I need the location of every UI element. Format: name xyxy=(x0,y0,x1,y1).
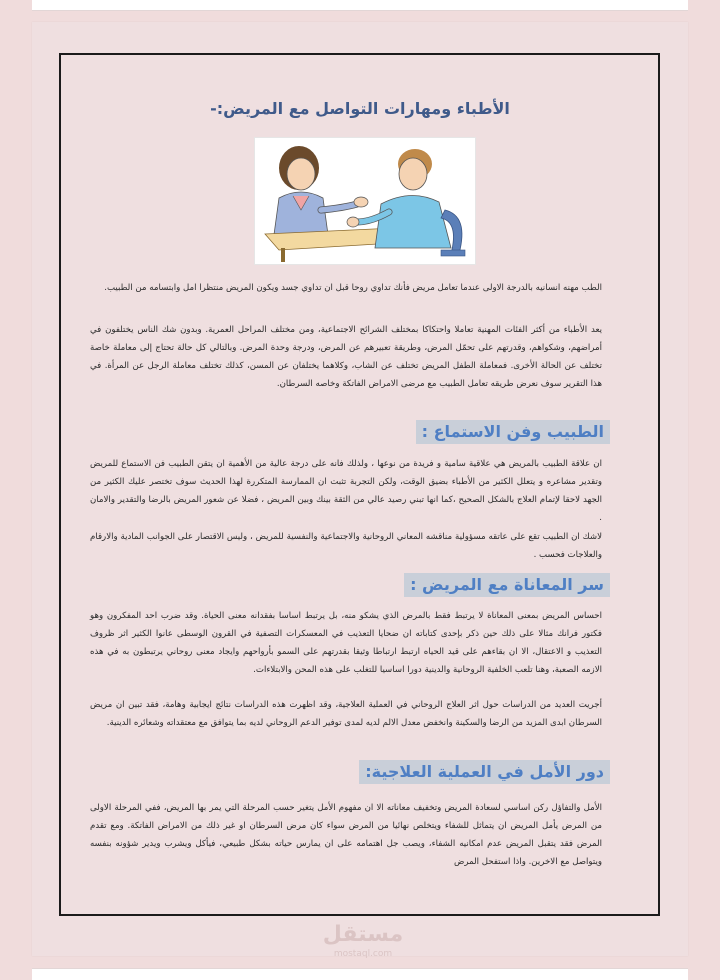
previous-page-edge xyxy=(32,0,688,11)
section-heading-hope: دور الأمل في العملية العلاجية: xyxy=(359,760,610,784)
document-title: الأطباء ومهارات التواصل مع المريض:- xyxy=(210,99,510,118)
doctor-patient-illustration xyxy=(254,137,476,265)
document-page xyxy=(32,22,688,959)
watermark-text: مستقل xyxy=(322,922,404,947)
body-paragraph: يعد الأطباء من أكثر الفئات المهنية تعاملا واحتكاكا بمختلف الشرائح الاجتماعية، ومن مختلف المراحل العمرية. وبدون شك الناس يختلفون في أمراضهم، وشكواهم، وقدرتهم على تحمّل المرض، وطريقة تعبيرهم عن المرض، ودرجة وحدة المرض. وبالتالي كل حالة تحتاج إلى معاملة خاصة تختلف عن الحالة الأخرى. فمعاملة الطفل المريض تختلف عن الشاب، وكلاهما يختلفان عن المسن، كذلك تختلف معاملة الرجل عن المرأة. في هذا التقرير سوف نعرض طريقه تعامل الطبيب مع مرضى الامراض الفاتكة وخاصه السرطان. xyxy=(90,325,602,389)
watermark-url: mostaql.com xyxy=(333,949,393,959)
body-paragraph: احساس المريض بمعنى المعاناة لا يرتبط فقط بالمرض الذي يشكو منه، بل يرتبط اساسا بفقدانه معنى الحياة. وقد ضرب احد المفكرون وهو فكتور فرانك مثالا على ذلك حين ذكر بإحدى كتاباته ان ضحايا التعذيب في المعسكرات التصفية في القرون الوسطى عانوا الكثير اثر ظروف التعذيب و الاعتقال، الا ان بقاءهم على قيد الحياه ارتبط ارتباطا وثيقا بقدرتهم على السمو بأرواحهم وايجاد معنى روحاني يرتبطون به في هذه الازمه الصعبة، وهنا تلعب الخلفية الروحانية والدينية دورا اساسيا للتغلب على هذه المحن والابتلاءات. xyxy=(90,611,602,675)
body-paragraph: ان علاقة الطبيب بالمريض هي علاقية سامية و فريدة من نوعها ، ولذلك فانه على درجة عالية من الأهمية ان يتقن الطبيب فن الاستماع للمريض وتقدير مشاعره و يتعلل الكثير من الأطباء بضيق الوقت، ولكن التجربة تثبت ان الممارسة المتكررة لهذا الحديث سوف تختصر عليك الكثير من الجهد لاحقا لإتمام العلاج بالشكل الصحيح ،كما انها تبني رصيد عالي من الثقة بينك وبين المريض ، فضلا عن شعور المريض بالرضا والتقدير والامان . xyxy=(90,459,602,523)
section-heading-suffering: سر المعاناة مع المريض : xyxy=(404,573,610,597)
section-heading-listening: الطبيب وفن الاستماع : xyxy=(416,420,610,444)
body-paragraph: أجريت العديد من الدراسات حول اثر العلاج الروحاني في العملية العلاجية، وقد اظهرت هذه الدراسات نتائج ايجابية وهامة، فقد تبين ان مريض السرطان ابدى المزيد من الرضا والسكينة وانخفض معدل الالم لديه لمدى توفير الدعم الروحاني لديه بما يتوافق مع معتقداته وشعائره الدينية. xyxy=(90,700,602,728)
body-paragraph: لاشك ان الطبيب تقع على عاتقه مسؤولية مناقشه المعاني الروحانية والاجتماعية والنفسية للمريض ، وليس الاقتصار على الجوانب المادية والارقام والعلاجات فحسب . xyxy=(90,532,602,560)
intro-paragraph: الطب مهنه انسانيه بالدرجة الاولى عندما تعامل مريض فأنك تداوي روحا قبل ان تداوي جسد ويكون المريض منتظرا امل وابتسامه من الطبيب. xyxy=(104,283,602,293)
next-page-edge xyxy=(32,968,688,980)
body-paragraph: الأمل والتفاؤل ركن اساسي لسعادة المريض وتخفيف معاناته الا ان مفهوم الأمل يتغير حسب المرحلة التي يمر بها المريض، ففي المرحلة الاولى من المرض يأمل المريض ان يتماثل للشفاء ويتخلص نهائيا من المرض سواء كان مرض السرطان او غير ذلك من الامراض الفاتكة. ومع تقدم المرض فقد يتقبل المريض عدم امكانيه الشفاء، ويصب جل اهتمامه على ان يمارس حياته بشكل طبيعي، فيأكل ويشرب ويدير شؤونه بنفسه ويتواصل مع الاخرين. واذا استفحل المرض xyxy=(90,803,602,867)
watermark-logo xyxy=(318,922,408,964)
